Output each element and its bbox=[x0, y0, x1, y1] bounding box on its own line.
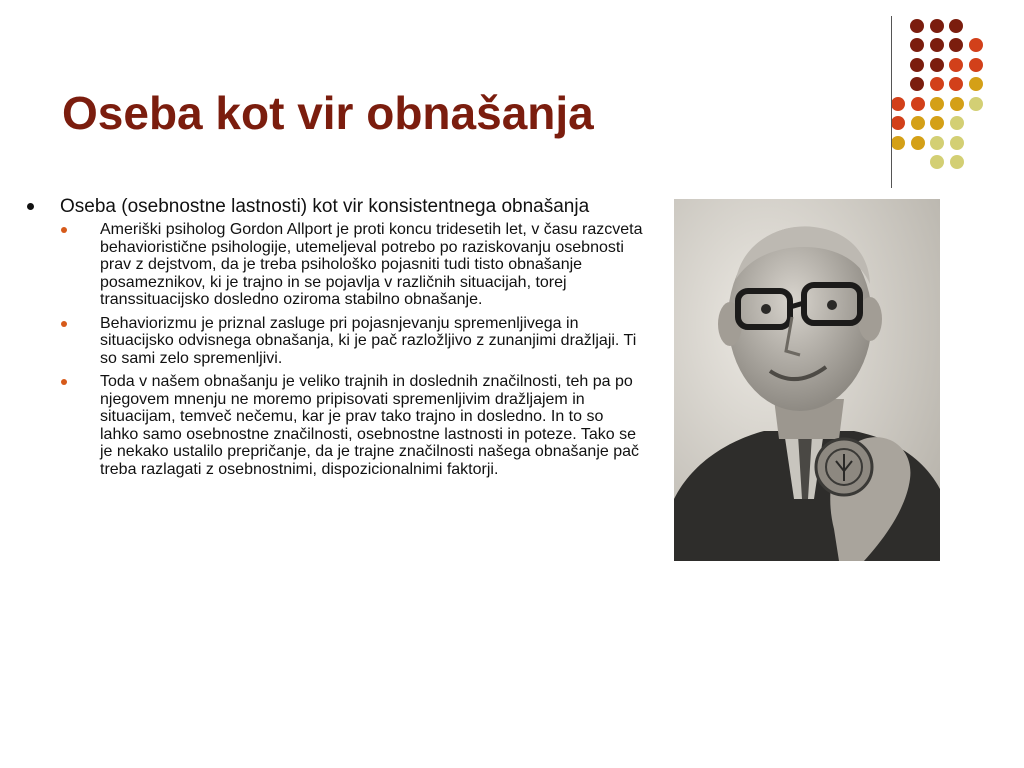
decorative-dot bbox=[969, 77, 983, 91]
decorative-dot bbox=[891, 97, 905, 111]
decorative-dot-grid bbox=[0, 0, 1024, 200]
portrait-icon bbox=[674, 199, 940, 561]
decorative-dot bbox=[950, 97, 964, 111]
sub-bullet-2 bbox=[24, 315, 644, 368]
slide-title: Oseba kot vir obnašanja bbox=[62, 87, 594, 139]
bullet-dot-icon bbox=[61, 379, 67, 385]
sub-bullet-text: Toda v našem obnašanju je veliko trajnih in doslednih značilnosti, teh pa po njegovem mnenju ne moremo pripisovati spremenljivim dražljajem in situacijam, temveč nečemu, kar je prav tako trajno in dosledno. In to so lahko samo osebnostne značilnosti, osebnostne lastnosti in poteze. Tako se je nekako ustalilo prepričanje, da je trajne značilnosti našega obnašanje pač treba razlagati z osebnostnimi, dispozicionalnimi faktorji. bbox=[100, 373, 640, 478]
bullet-level-1 bbox=[24, 196, 644, 217]
decorative-dot bbox=[950, 116, 964, 130]
decorative-dot bbox=[930, 77, 944, 91]
decorative-dot bbox=[911, 97, 925, 111]
decorative-dot bbox=[930, 155, 944, 169]
decorative-dot bbox=[949, 38, 963, 52]
decorative-dot bbox=[950, 136, 964, 150]
decorative-dot bbox=[910, 38, 924, 52]
decorative-dot bbox=[910, 58, 924, 72]
decorative-dot bbox=[930, 116, 944, 130]
sub-bullet-text: Ameriški psiholog Gordon Allport je proti koncu tridesetih let, v času razcveta behavioristične psihologije, utemeljeval potrebo po raziskovanju osebnosti prav z dejstvom, da je treba psihološko pojasniti tudi tisto obnašanje posameznikov, ki je trajno in se pojavlja v različnih situacijah, torej transsituacijsko dosledno oziroma stabilno obnašanje. bbox=[100, 221, 643, 308]
decorative-dot bbox=[911, 116, 925, 130]
decorative-dot bbox=[910, 77, 924, 91]
decorative-dot bbox=[949, 77, 963, 91]
bullet-dot-icon bbox=[61, 321, 67, 327]
sub-bullet-text: Behaviorizmu je priznal zasluge pri pojasnjevanju spremenljivega in situacijsko odvisnega obnašanja, ki je pač razložljivo z zunanjimi dražljaji. Ti so sami zelo spremenljivi. bbox=[100, 314, 637, 367]
decorative-dot bbox=[949, 19, 963, 33]
bullet-dot-icon bbox=[27, 203, 34, 210]
vertical-divider bbox=[891, 16, 892, 188]
sub-bullet-3 bbox=[24, 373, 644, 478]
decorative-dot bbox=[911, 136, 925, 150]
decorative-dot bbox=[891, 116, 905, 130]
sub-bullet-1 bbox=[24, 221, 644, 309]
portrait-photo bbox=[674, 199, 940, 561]
decorative-dot bbox=[930, 136, 944, 150]
decorative-dot bbox=[930, 19, 944, 33]
decorative-dot bbox=[910, 19, 924, 33]
decorative-dot bbox=[930, 38, 944, 52]
decorative-dot bbox=[969, 58, 983, 72]
decorative-dot bbox=[930, 97, 944, 111]
sub-bullet-list bbox=[24, 221, 644, 478]
bullet-text: Oseba (osebnostne lastnosti) kot vir konsistentnega obnašanja bbox=[60, 196, 590, 217]
decorative-dot bbox=[969, 38, 983, 52]
decorative-dot bbox=[950, 155, 964, 169]
slide-content bbox=[24, 196, 644, 484]
decorative-dot bbox=[969, 97, 983, 111]
decorative-dot bbox=[949, 58, 963, 72]
bullet-dot-icon bbox=[61, 227, 67, 233]
decorative-dot bbox=[930, 58, 944, 72]
decorative-dot bbox=[891, 136, 905, 150]
